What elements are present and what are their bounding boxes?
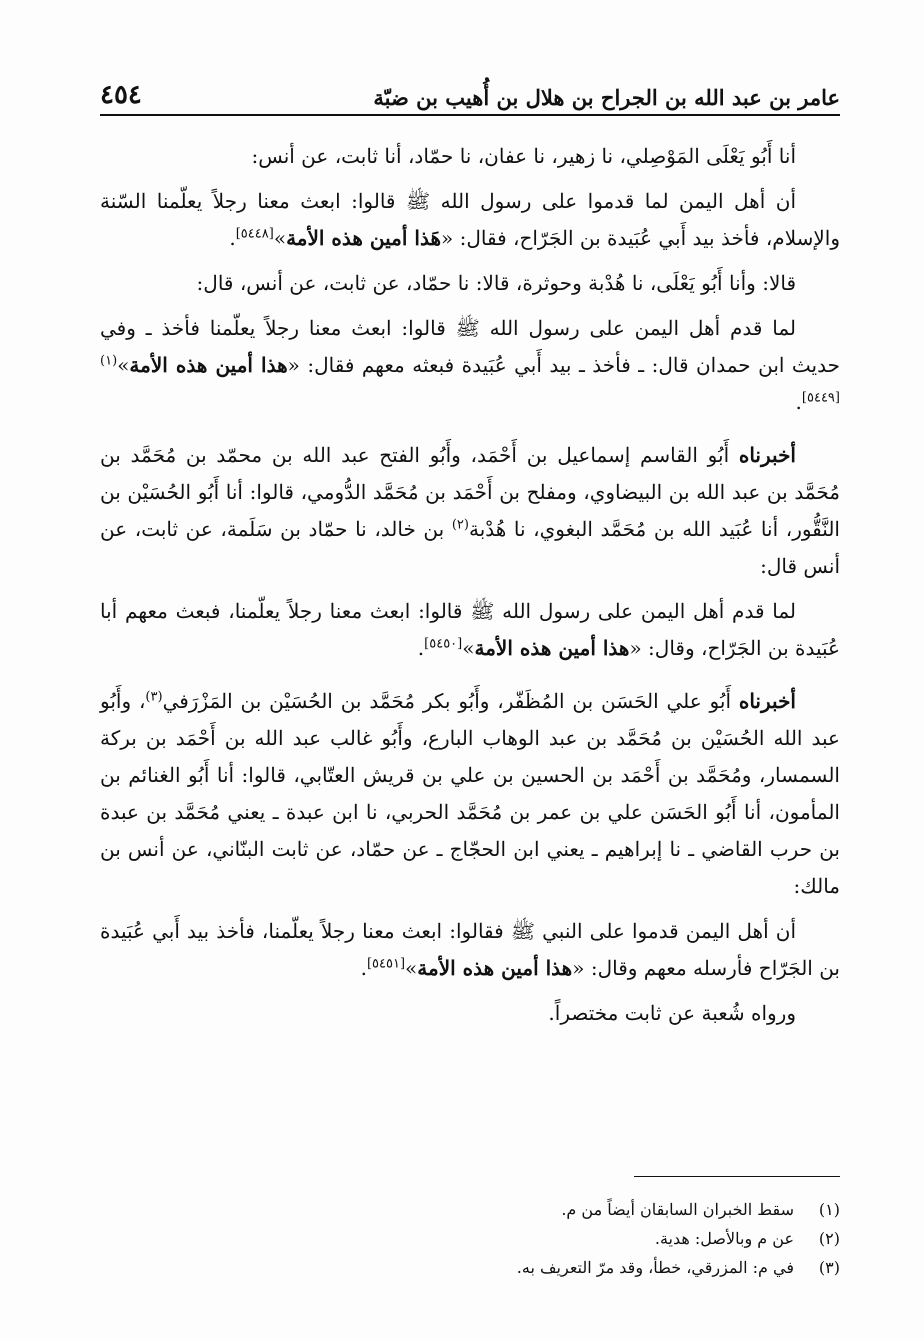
footnote-text: سقط الخبران السابقان أيضاً من م. bbox=[561, 1200, 794, 1219]
reference-marker: [٥٤٥٠] bbox=[424, 636, 463, 652]
running-title: عامر بن عبد الله بن الجراح بن هلال بن أُهيب بن ضبّة bbox=[373, 85, 840, 110]
footnote bbox=[100, 1224, 840, 1253]
footnote-separator bbox=[634, 1176, 840, 1177]
footnotes bbox=[100, 1195, 840, 1282]
reference-marker: (١)[٥٤٤٩] bbox=[100, 353, 840, 406]
footnote-text: عن م وبالأصل: هدية. bbox=[654, 1229, 794, 1248]
footnote bbox=[100, 1253, 840, 1282]
text-run: بن خالد، نا حمّاد بن سَلَمة، عن ثابت، عن أنس قال: bbox=[100, 517, 840, 578]
text-run: . bbox=[360, 956, 367, 980]
emphasized-text: أخبرناه bbox=[738, 443, 796, 467]
footnote-number: (١) bbox=[818, 1200, 840, 1219]
emphasized-text: هَذا أمين هذه الأمة bbox=[286, 226, 442, 250]
text-run: ورواه شُعبة عن ثابت مختصراً. bbox=[548, 1001, 796, 1025]
text-run: . bbox=[795, 390, 802, 414]
text-run: » bbox=[273, 226, 287, 250]
footnote-text: في م: المزرقي، خطأ، وقد مرّ التعريف به. bbox=[516, 1258, 794, 1277]
text-run: . bbox=[417, 636, 425, 660]
reference-marker: [٥٤٤٨] bbox=[235, 226, 274, 242]
text-run: ، وأَبُو عبد الله الحُسَيْن بن مُحَمَّد بن عبد الوهاب البارع، وأَبُو غالب عبد الله بن أَحْمَد بن بركة السمسار، ومُحَمَّد بن أَحْمَد بن الحسين بن علي بن قريش العتّابي، قالوا: أنا أَبُو الغنائم بن المأمون، أنا أَبُو الحَسَن علي بن عمر بن مُحَمَّد الحربي، نا ابن عبدة ـ يعني مُحَمَّد بن عبدة بن حرب القاضي ـ نا إبراهيم ـ يعني ابن الحجّاج ـ عن حمّاد، عن ثابت البنّاني، عن أنس بن مالك: bbox=[100, 689, 840, 898]
page-header bbox=[100, 70, 840, 116]
emphasized-text: أخبرناه bbox=[738, 689, 796, 713]
text-run: لما قدم أهل اليمن على رسول الله ﷺ قالوا: ابعث معنا رجلاً يعلّمنا فأخذ ـ وفي حديث ابن حمدان قال: ـ فأخذ ـ بيد أَبي عُبَيدة فبعثه معهم فقال: « bbox=[100, 316, 840, 377]
paragraph bbox=[100, 265, 840, 302]
emphasized-text: هذا أمين هذه الأمة bbox=[417, 956, 573, 980]
reference-marker: (٢) bbox=[451, 517, 469, 533]
footnote-number: (٢) bbox=[818, 1229, 840, 1248]
emphasized-text: هذا أمين هذه الأمة bbox=[129, 353, 288, 377]
paragraph bbox=[100, 995, 840, 1032]
paragraph bbox=[100, 183, 840, 257]
text-run: لما قدم أهل اليمن على رسول الله ﷺ قالوا: ابعث معنا رجلاً يعلّمنا، فبعث معهم أبا عُبَيدة بن الجَرّاح، وقال: « bbox=[100, 599, 840, 660]
reference-marker: (٣) bbox=[145, 689, 163, 705]
footnote-number: (٣) bbox=[818, 1258, 840, 1277]
text-run: » bbox=[462, 636, 475, 660]
text-run: أَبُو علي الحَسَن بن المُظَفّر، وأَبُو بكر مُحَمَّد بن الحُسَيْن بن المَزْرَفي bbox=[162, 689, 739, 713]
page-number: ٤٥٤ bbox=[100, 80, 142, 110]
text-run: قالا: وأنا أَبُو يَعْلَى، نا هُدْبة وحوثرة، قالا: نا حمّاد، عن ثابت، عن أنس، قال: bbox=[196, 271, 796, 295]
paragraph bbox=[100, 437, 840, 585]
reference-marker: [٥٤٥١] bbox=[366, 956, 406, 972]
main-text bbox=[100, 138, 840, 1040]
emphasized-text: هذا أمين هذه الأمة bbox=[474, 636, 630, 660]
paragraph bbox=[100, 593, 840, 667]
text-run: أن أهل اليمن قدموا على النبي ﷺ فقالوا: ابعث معنا رجلاً يعلّمنا، فأخذ بيد أَبي عُبَيدة بن الجَرّاح فأرسله معهم وقال: « bbox=[100, 919, 840, 980]
footnote bbox=[100, 1195, 840, 1224]
text-run: أَبُو القاسم إسماعيل بن أَحْمَد، وأَبُو الفتح عبد الله بن محمّد بن مُحَمَّد بن مُحَمَّد بن عبد الله بن البيضاوي، ومفلح بن أَحْمَد بن مُحَمَّد الدُّومي، قالوا: أنا أَبُو الحُسَيْن بن النَّقُّور، أنا عُبَيد الله بن مُحَمَّد البغوي، نا هُدْبة bbox=[100, 443, 840, 541]
text-run: . bbox=[229, 226, 236, 250]
text-run: أن أهل اليمن لما قدموا على رسول الله ﷺ قالوا: ابعث معنا رجلاً يعلّمنا السّنة والإسلام، فأخذ بيد أَبي عُبَيدة بن الجَرّاح، فقال: « bbox=[100, 189, 840, 250]
text-run: » bbox=[405, 956, 418, 980]
paragraph bbox=[100, 138, 840, 175]
text-run: » bbox=[117, 353, 130, 377]
paragraph bbox=[100, 683, 840, 905]
text-run: أنا أَبُو يَعْلَى المَوْصِلي، نا زهير، نا عفان، نا حمّاد، أنا ثابت، عن أنس: bbox=[251, 144, 796, 168]
paragraph bbox=[100, 310, 840, 421]
paragraph bbox=[100, 913, 840, 987]
